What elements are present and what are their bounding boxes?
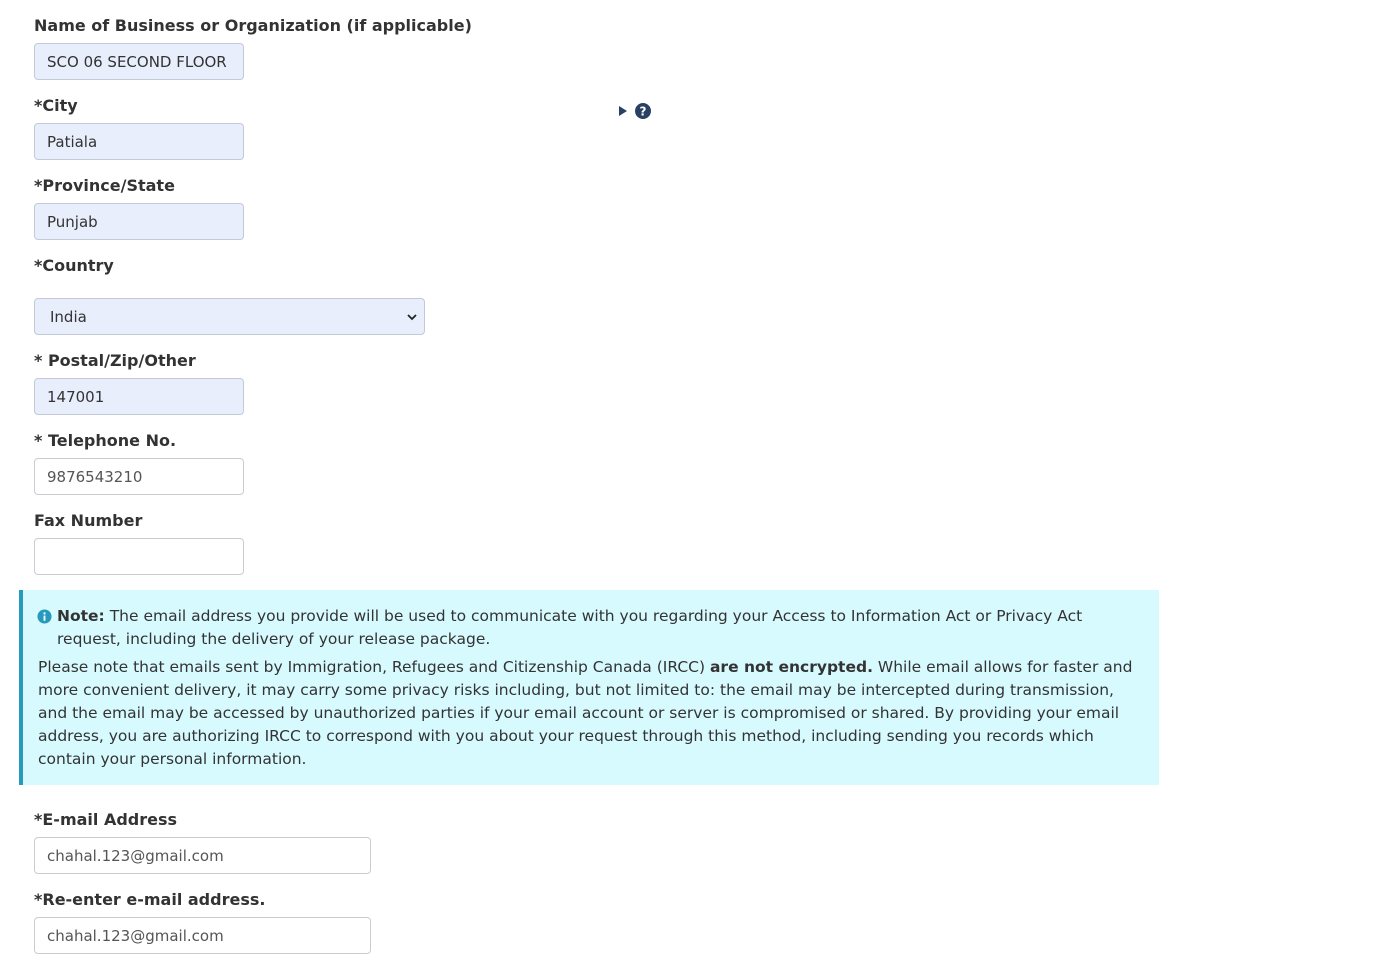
city-label: *City — [34, 96, 78, 115]
postal-label: * Postal/Zip/Other — [34, 351, 196, 370]
note-heading: Note: — [57, 607, 105, 625]
email-confirm-label: *Re-enter e-mail address. — [34, 890, 266, 909]
postal-input[interactable] — [34, 378, 244, 415]
email-privacy-note — [19, 590, 1159, 785]
city-input[interactable] — [34, 123, 244, 160]
play-triangle-icon — [619, 106, 627, 116]
telephone-input[interactable] — [34, 458, 244, 495]
question-circle-icon — [635, 103, 651, 119]
fax-label: Fax Number — [34, 511, 143, 530]
chevron-down-icon — [406, 311, 418, 323]
email-input[interactable] — [34, 837, 371, 874]
country-label: *Country — [34, 256, 114, 275]
note-line1-text: The email address you provide will be used to communicate with you regarding your Access to Information Act or Privacy Act request, including the delivery of your release package. — [57, 607, 1083, 648]
business-name-input[interactable] — [34, 43, 244, 80]
note-para-before: Please note that emails sent by Immigration, Refugees and Citizenship Canada (IRCC) — [38, 658, 706, 676]
business-name-label: Name of Business or Organization (if applicable) — [34, 16, 472, 35]
fax-input[interactable] — [34, 538, 244, 575]
province-label: *Province/State — [34, 176, 175, 195]
country-selected-value: India — [50, 308, 87, 326]
note-first-line — [37, 605, 1137, 651]
note-text — [37, 605, 1137, 651]
svg-text:?: ? — [639, 104, 647, 119]
country-select[interactable] — [34, 298, 425, 335]
province-input[interactable] — [34, 203, 244, 240]
email-confirm-input[interactable] — [34, 917, 371, 954]
help-toggle[interactable] — [615, 101, 655, 121]
telephone-label: * Telephone No. — [34, 431, 177, 450]
note-para-bold: are not encrypted. — [709, 658, 873, 676]
email-label: *E-mail Address — [34, 810, 178, 829]
info-circle-icon — [37, 609, 52, 624]
note-paragraph — [38, 656, 1148, 771]
help-toggle-graphic — [615, 101, 655, 121]
note-para-after: While email allows for faster and more convenient delivery, it may carry some privacy risks including, but not limited to: the email may be intercepted during transmission, and the email may be accessed by unauthorized parties if your email account or server is compromised or shared. By providing your email address, you are authorizing IRCC to correspond with you about your request through this method, including sending you records which contain your personal information. — [38, 658, 1133, 768]
